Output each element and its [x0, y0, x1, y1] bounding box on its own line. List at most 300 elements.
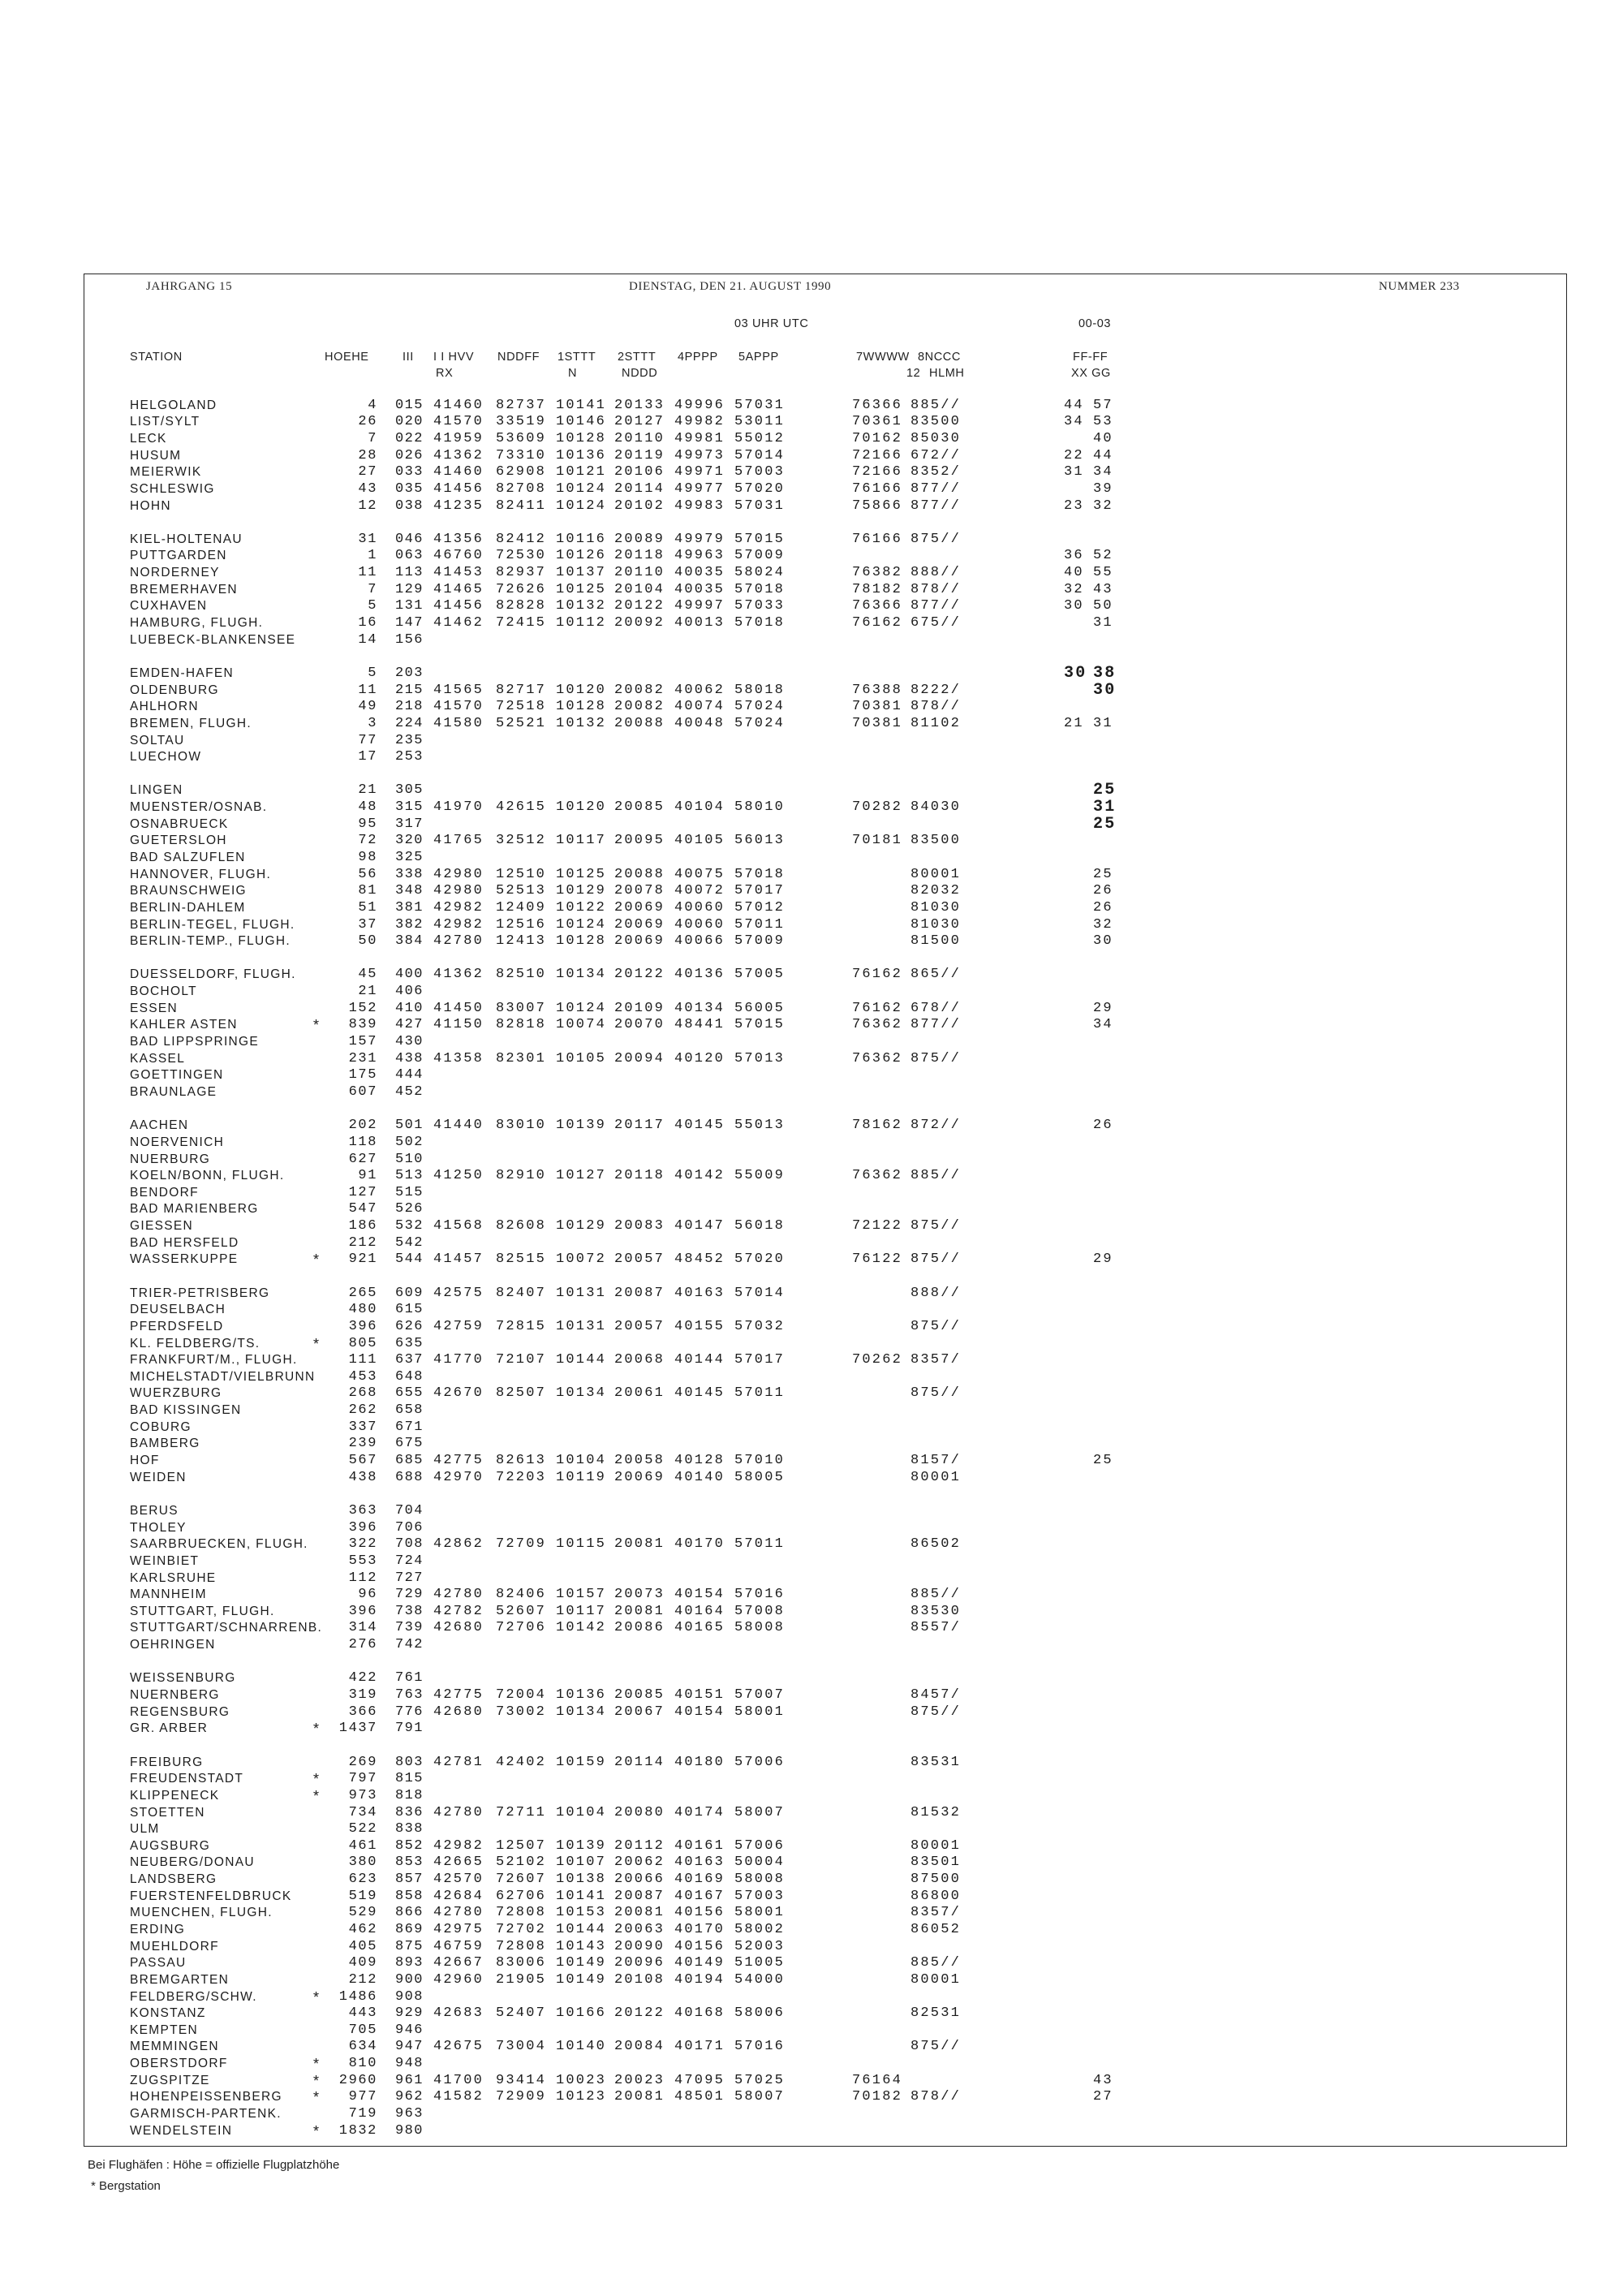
code-group: 72004: [496, 1687, 547, 1704]
station-row: [0, 850, 1623, 867]
code-group: 10129: [556, 1218, 607, 1234]
code-group: 10120: [556, 799, 607, 816]
station-row: [0, 1637, 1623, 1654]
cloud-group: 678//: [911, 1000, 962, 1016]
code-group: 20102: [614, 498, 665, 514]
col-group7: 7WWWW: [856, 351, 910, 364]
station-row: [0, 1905, 1623, 1922]
station-name: HANNOVER, FLUGH.: [130, 867, 272, 881]
station-name: LIST/SYLT: [130, 415, 200, 429]
code-group: 82407: [496, 1285, 547, 1301]
station-row: [0, 464, 1623, 481]
station-row: [0, 1570, 1623, 1587]
code-group: 20078: [614, 883, 665, 899]
observation-time: 03 UHR UTC: [734, 317, 809, 330]
code-group: 40145: [674, 1385, 725, 1402]
code-group: 20086: [614, 1620, 665, 1636]
code-group: 82613: [496, 1453, 547, 1469]
code-group: 40105: [674, 833, 725, 849]
issue-date: DIENSTAG, DEN 21. AUGUST 1990: [629, 280, 832, 293]
cloud-group: 81102: [911, 715, 962, 731]
station-id: 501: [395, 1118, 424, 1134]
station-row: [0, 582, 1623, 599]
station-height: 1486: [338, 1988, 377, 2005]
station-row: [0, 933, 1623, 950]
station-row: [0, 598, 1623, 615]
station-row: [0, 1788, 1623, 1805]
station-row: [0, 1955, 1623, 1972]
station-name: KLIPPENECK: [130, 1788, 220, 1803]
code-group: 20084: [614, 2039, 665, 2055]
code-group: 41250: [433, 1168, 484, 1184]
code-group: 10124: [556, 498, 607, 514]
code-group: 42982: [433, 899, 484, 915]
cloud-group: 83530: [911, 1603, 962, 1619]
station-id: 742: [395, 1637, 424, 1653]
code-group: 10105: [556, 1050, 607, 1066]
code-group: 40164: [674, 1603, 725, 1619]
station-id: 320: [395, 833, 424, 849]
code-group: 41460: [433, 464, 484, 480]
station-group: [0, 1286, 1623, 1487]
code-group: 20122: [614, 2005, 665, 2022]
station-row: [0, 2005, 1623, 2022]
station-row: [0, 1503, 1623, 1520]
code-group: 20067: [614, 1704, 665, 1720]
code-group: 55012: [734, 430, 786, 446]
cloud-group: 8557/: [911, 1620, 962, 1636]
station-row: [0, 548, 1623, 565]
code-group: 20069: [614, 916, 665, 933]
gust-ff: 31: [1064, 464, 1084, 480]
code-group: 51005: [734, 1955, 786, 1971]
code-group: 42975: [433, 1921, 484, 1937]
code-group: 55013: [734, 1118, 786, 1134]
gust-ff: 36: [1064, 548, 1084, 564]
code-group: 72626: [496, 581, 547, 597]
station-row: [0, 917, 1623, 934]
station-row: [0, 1152, 1623, 1169]
code-group: 83006: [496, 1955, 547, 1971]
gust-gg: 50: [1093, 598, 1113, 614]
code-group: 42615: [496, 799, 547, 816]
station-id: 218: [395, 699, 424, 715]
station-height: 98: [358, 849, 377, 865]
station-row: [0, 565, 1623, 582]
station-name: OEHRINGEN: [130, 1638, 216, 1652]
gust-gg: 29: [1093, 1251, 1113, 1268]
code-group: 41456: [433, 598, 484, 614]
code-group: 41362: [433, 447, 484, 463]
station-row: [0, 867, 1623, 884]
code-group: 20104: [614, 581, 665, 597]
station-name: GUETERSLOH: [130, 834, 227, 848]
col-group4-sub: NDDD: [622, 367, 658, 380]
code-group: 56005: [734, 1000, 786, 1016]
cloud-group: 885//: [911, 1955, 962, 1971]
code-group: 20080: [614, 1804, 665, 1820]
station-name: COBURG: [130, 1419, 192, 1434]
station-height: 262: [348, 1402, 377, 1419]
station-row: [0, 2022, 1623, 2040]
cloud-group: 82531: [911, 2005, 962, 2022]
station-height: 734: [348, 1804, 377, 1820]
code-group: 49982: [674, 414, 725, 430]
station-height: 623: [348, 1872, 377, 1888]
code-group: 42759: [433, 1318, 484, 1334]
code-group: 82937: [496, 565, 547, 581]
code-group: 10166: [556, 2005, 607, 2022]
station-id: 818: [395, 1787, 424, 1803]
station-row: [0, 1889, 1623, 1906]
code-group: 47095: [674, 2072, 725, 2088]
gust-ff: 30: [1064, 663, 1087, 683]
station-id: 035: [395, 480, 424, 497]
code-group: 10144: [556, 1352, 607, 1368]
cloud-group: 87500: [911, 1872, 962, 1888]
station-row: [0, 1135, 1623, 1152]
code-group: 72709: [496, 1536, 547, 1553]
gust-gg: 30: [1093, 680, 1117, 700]
code-group: 82828: [496, 598, 547, 614]
code-group: 40168: [674, 2005, 725, 2022]
station-row: [0, 1067, 1623, 1084]
station-id: 727: [395, 1570, 424, 1586]
station-row: [0, 532, 1623, 549]
cloud-group: 83500: [911, 833, 962, 849]
station-name: LANDSBERG: [130, 1872, 217, 1887]
code-group: 42680: [433, 1704, 484, 1720]
station-height: 1: [368, 548, 377, 564]
code-group: 10126: [556, 548, 607, 564]
code-group: 58007: [734, 1804, 786, 1820]
code-group: 40035: [674, 581, 725, 597]
station-id: 838: [395, 1821, 424, 1837]
code-group: 42570: [433, 1872, 484, 1888]
code-group: 10134: [556, 967, 607, 983]
gust-ff: 34: [1064, 414, 1084, 430]
station-name: MUEHLDORF: [130, 1939, 219, 1954]
mountain-station-mark: *: [313, 2122, 320, 2139]
cloud-group: 875//: [911, 1251, 962, 1268]
station-name: LUECHOW: [130, 750, 202, 765]
mountain-station-mark: *: [313, 1787, 320, 1804]
station-name: HOF: [130, 1454, 160, 1468]
station-row: [0, 663, 1623, 683]
gust-gg: 38: [1093, 663, 1117, 683]
station-name: GR. ARBER: [130, 1721, 209, 1736]
code-group: 73002: [496, 1704, 547, 1720]
code-group: 10139: [556, 1837, 607, 1854]
code-group: 82301: [496, 1050, 547, 1066]
gust-gg: 26: [1093, 883, 1113, 899]
code-group: 10112: [556, 615, 607, 631]
weather-group: 78182: [852, 581, 903, 597]
cloud-group: 875//: [911, 1318, 962, 1334]
cloud-group: 865//: [911, 967, 962, 983]
gust-gg: 25: [1093, 1453, 1113, 1469]
station-name: FRANKFURT/M., FLUGH.: [130, 1353, 298, 1368]
station-id: 857: [395, 1872, 424, 1888]
code-group: 42667: [433, 1955, 484, 1971]
col-group3: 1STTT: [558, 351, 596, 364]
station-row: [0, 1084, 1623, 1101]
code-group: 42775: [433, 1453, 484, 1469]
station-row: [0, 1453, 1623, 1470]
station-row: [0, 699, 1623, 716]
station-row: [0, 1620, 1623, 1637]
station-row: [0, 2106, 1623, 2123]
code-group: 10143: [556, 1938, 607, 1954]
station-height: 5: [368, 598, 377, 614]
code-group: 40075: [674, 866, 725, 882]
code-group: 82507: [496, 1385, 547, 1402]
station-id: 688: [395, 1469, 424, 1485]
station-name: PUTTGARDEN: [130, 549, 227, 563]
station-height: 462: [348, 1921, 377, 1937]
station-id: 893: [395, 1955, 424, 1971]
station-id: 400: [395, 967, 424, 983]
station-height: 438: [348, 1469, 377, 1485]
station-height: 27: [358, 464, 377, 480]
code-group: 20112: [614, 1837, 665, 1854]
station-height: 519: [348, 1888, 377, 1904]
code-group: 10128: [556, 933, 607, 950]
station-id: 609: [395, 1285, 424, 1301]
code-group: 10125: [556, 866, 607, 882]
station-height: 231: [348, 1050, 377, 1066]
station-id: 113: [395, 565, 424, 581]
code-group: 10119: [556, 1469, 607, 1485]
code-group: 73004: [496, 2039, 547, 2055]
code-group: 10138: [556, 1872, 607, 1888]
station-height: 212: [348, 1971, 377, 1988]
station-name: HAMBURG, FLUGH.: [130, 616, 264, 631]
station-group: [0, 1670, 1623, 1738]
station-height: 805: [348, 1335, 377, 1351]
code-group: 48452: [674, 1251, 725, 1268]
station-row: [0, 2123, 1623, 2140]
code-group: 40120: [674, 1050, 725, 1066]
cloud-group: 81030: [911, 916, 962, 933]
station-height: 50: [358, 933, 377, 950]
station-id: 381: [395, 899, 424, 915]
weather-group: 76162: [852, 615, 903, 631]
code-group: 72702: [496, 1921, 547, 1937]
station-row: [0, 1553, 1623, 1570]
weather-group: 76166: [852, 480, 903, 497]
code-group: 42683: [433, 2005, 484, 2022]
gust-ff: 22: [1064, 447, 1084, 463]
cloud-group: 888//: [911, 565, 962, 581]
code-group: 40154: [674, 1587, 725, 1603]
gust-ff: 21: [1064, 715, 1084, 731]
station-id: 963: [395, 2106, 424, 2122]
station-name: BAD LIPPSPRINGE: [130, 1035, 260, 1049]
code-group: 40171: [674, 2039, 725, 2055]
station-id: 626: [395, 1318, 424, 1334]
station-id: 858: [395, 1888, 424, 1904]
weather-group: 70181: [852, 833, 903, 849]
code-group: 40060: [674, 916, 725, 933]
gust-ff: 40: [1064, 565, 1084, 581]
code-group: 48441: [674, 1017, 725, 1033]
code-group: 20114: [614, 1754, 665, 1770]
mountain-station-mark: *: [313, 2072, 320, 2089]
station-name: GIESSEN: [130, 1219, 194, 1234]
code-group: 49963: [674, 548, 725, 564]
station-group: [0, 782, 1623, 950]
cloud-group: 81030: [911, 899, 962, 915]
code-group: 20114: [614, 480, 665, 497]
code-group: 53011: [734, 414, 786, 430]
cloud-group: 8457/: [911, 1687, 962, 1704]
code-group: 56018: [734, 1218, 786, 1234]
code-group: 10149: [556, 1955, 607, 1971]
col-group4: 2STTT: [618, 351, 657, 364]
cloud-group: 877//: [911, 1017, 962, 1033]
station-height: 396: [348, 1318, 377, 1334]
code-group: 57017: [734, 1352, 786, 1368]
station-id: 427: [395, 1017, 424, 1033]
station-row: [0, 2056, 1623, 2073]
cloud-group: 83531: [911, 1754, 962, 1770]
col-iii: III: [403, 351, 414, 364]
station-id: 022: [395, 430, 424, 446]
weather-group: 76122: [852, 1251, 903, 1268]
station-row: [0, 1402, 1623, 1419]
station-name: ESSEN: [130, 1001, 179, 1015]
station-row: [0, 733, 1623, 750]
code-group: 10023: [556, 2072, 607, 2088]
issue-number: NUMMER 233: [1379, 280, 1460, 293]
station-name: MUENSTER/OSNAB.: [130, 800, 268, 815]
code-group: 46759: [433, 1938, 484, 1954]
code-group: 42775: [433, 1687, 484, 1704]
station-row: [0, 498, 1623, 515]
code-group: 41570: [433, 414, 484, 430]
code-group: 82411: [496, 498, 547, 514]
station-height: 719: [348, 2106, 377, 2122]
code-group: 10131: [556, 1318, 607, 1334]
code-group: 52607: [496, 1603, 547, 1619]
station-name: SCHLESWIG: [130, 481, 215, 496]
station-row: [0, 1771, 1623, 1788]
station-height: 634: [348, 2039, 377, 2055]
station-name: PFERDSFELD: [130, 1319, 224, 1333]
code-group: 40147: [674, 1218, 725, 1234]
station-height: 810: [348, 2056, 377, 2072]
col-height: HOEHE: [325, 351, 369, 364]
cloud-group: 84030: [911, 799, 962, 816]
station-name: MEIERWIK: [130, 465, 202, 480]
code-group: 10104: [556, 1453, 607, 1469]
station-height: 37: [358, 916, 377, 933]
station-row: [0, 481, 1623, 498]
code-group: 57016: [734, 1587, 786, 1603]
code-group: 10104: [556, 1804, 607, 1820]
station-row: [0, 1854, 1623, 1872]
code-group: 57020: [734, 1251, 786, 1268]
cloud-group: 8222/: [911, 682, 962, 698]
station-row: [0, 1972, 1623, 1989]
code-group: 41358: [433, 1050, 484, 1066]
code-group: 82412: [496, 531, 547, 547]
gust-gg: 53: [1093, 414, 1113, 430]
station-name: BAD SALZUFLEN: [130, 850, 246, 864]
station-height: 396: [348, 1603, 377, 1619]
code-group: 57015: [734, 1017, 786, 1033]
code-group: 40174: [674, 1804, 725, 1820]
station-group: [0, 1118, 1623, 1269]
airport-height-note: Bei Flughäfen : Höhe = offizielle Flugplatzhöhe: [88, 2158, 340, 2172]
station-id: 305: [395, 782, 424, 799]
station-name: DEUSELBACH: [130, 1303, 226, 1317]
station-name: DUESSELDORF, FLUGH.: [130, 967, 296, 982]
station-name: BERLIN-TEMP., FLUGH.: [130, 934, 291, 949]
code-group: 42780: [433, 1804, 484, 1820]
code-group: 10107: [556, 1854, 607, 1871]
code-group: 40154: [674, 1704, 725, 1720]
station-id: 852: [395, 1837, 424, 1854]
weather-group: 70282: [852, 799, 903, 816]
code-group: 10074: [556, 1017, 607, 1033]
station-row: [0, 833, 1623, 850]
code-group: 42862: [433, 1536, 484, 1553]
station-name: ERDING: [130, 1922, 186, 1936]
code-group: 72518: [496, 699, 547, 715]
station-name: HUSUM: [130, 448, 182, 463]
cloud-group: 86800: [911, 1888, 962, 1904]
station-height: 48: [358, 799, 377, 816]
col-station: STATION: [130, 351, 183, 364]
station-name: HELGOLAND: [130, 398, 217, 412]
station-name: NORDERNEY: [130, 566, 220, 580]
code-group: 40013: [674, 615, 725, 631]
gust-gg: 25: [1093, 781, 1117, 800]
station-row: [0, 1821, 1623, 1838]
code-group: 10136: [556, 1687, 607, 1704]
col-gust-sub: XX GG: [1071, 367, 1111, 380]
code-group: 20057: [614, 1318, 665, 1334]
station-height: 72: [358, 833, 377, 849]
code-group: 41765: [433, 833, 484, 849]
gust-gg: 25: [1093, 814, 1117, 834]
code-group: 20095: [614, 833, 665, 849]
code-group: 20088: [614, 715, 665, 731]
mountain-station-mark: *: [313, 1721, 320, 1738]
station-id: 708: [395, 1536, 424, 1553]
station-height: 127: [348, 1184, 377, 1200]
station-height: 380: [348, 1854, 377, 1871]
station-row: [0, 1536, 1623, 1553]
station-row: [0, 1352, 1623, 1369]
code-group: 20061: [614, 1385, 665, 1402]
code-group: 40151: [674, 1687, 725, 1704]
station-height: 4: [368, 397, 377, 413]
station-name: KEMPTEN: [130, 2022, 199, 2037]
station-name: BAD MARIENBERG: [130, 1202, 259, 1217]
code-group: 40144: [674, 1352, 725, 1368]
station-row: [0, 448, 1623, 465]
col-group5: 4PPPP: [678, 351, 718, 364]
cloud-group: 86502: [911, 1536, 962, 1553]
code-group: 20122: [614, 967, 665, 983]
code-group: 41453: [433, 565, 484, 581]
gust-gg: 43: [1093, 581, 1113, 597]
code-group: 42665: [433, 1854, 484, 1871]
code-group: 41456: [433, 480, 484, 497]
